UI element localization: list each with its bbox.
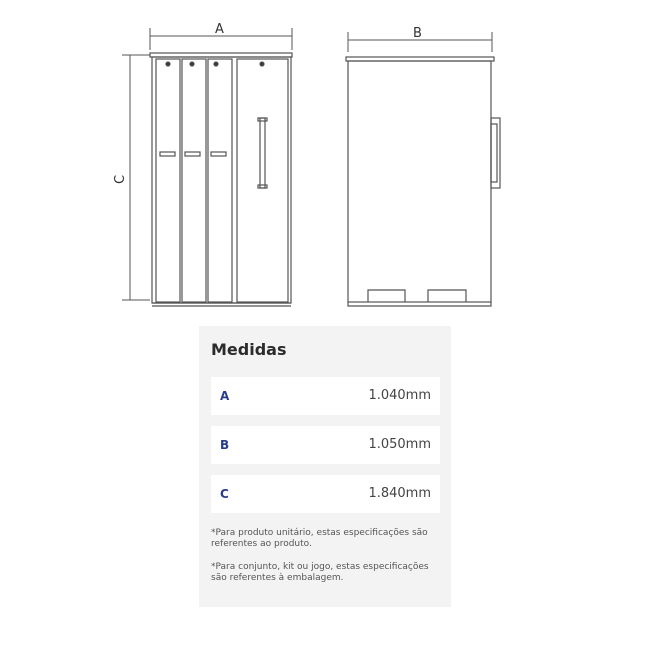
note-kit: *Para conjunto, kit ou jogo, estas especificações são referentes à embalagem. <box>211 562 429 583</box>
dimension-a-label: A <box>215 22 224 37</box>
side-view <box>346 26 500 306</box>
handle-3 <box>211 152 226 156</box>
door-1 <box>156 59 180 302</box>
door-2 <box>182 59 206 302</box>
front-view <box>113 22 292 306</box>
handle-2 <box>185 152 200 156</box>
measurement-label: A <box>220 389 230 403</box>
door-3 <box>208 59 232 302</box>
handle-1 <box>160 152 175 156</box>
dimension-b-label: B <box>413 26 422 41</box>
measurement-label: B <box>220 438 230 452</box>
measurement-row-c <box>211 475 440 513</box>
measurement-value: 1.050mm <box>368 437 431 452</box>
panel-title: Medidas <box>211 340 287 359</box>
measurement-value: 1.040mm <box>368 388 431 403</box>
side-handle <box>491 118 500 188</box>
note-product: *Para produto unitário, estas especificações são referentes ao produto. <box>211 528 428 549</box>
measurements-panel <box>199 326 451 607</box>
dimension-c-label: C <box>113 174 128 184</box>
measurement-label: C <box>220 487 229 501</box>
measurement-value: 1.840mm <box>368 486 431 501</box>
measurement-row-a <box>211 377 440 415</box>
handle-4 <box>260 118 265 188</box>
door-4 <box>237 59 288 302</box>
measurement-row-b <box>211 426 440 464</box>
